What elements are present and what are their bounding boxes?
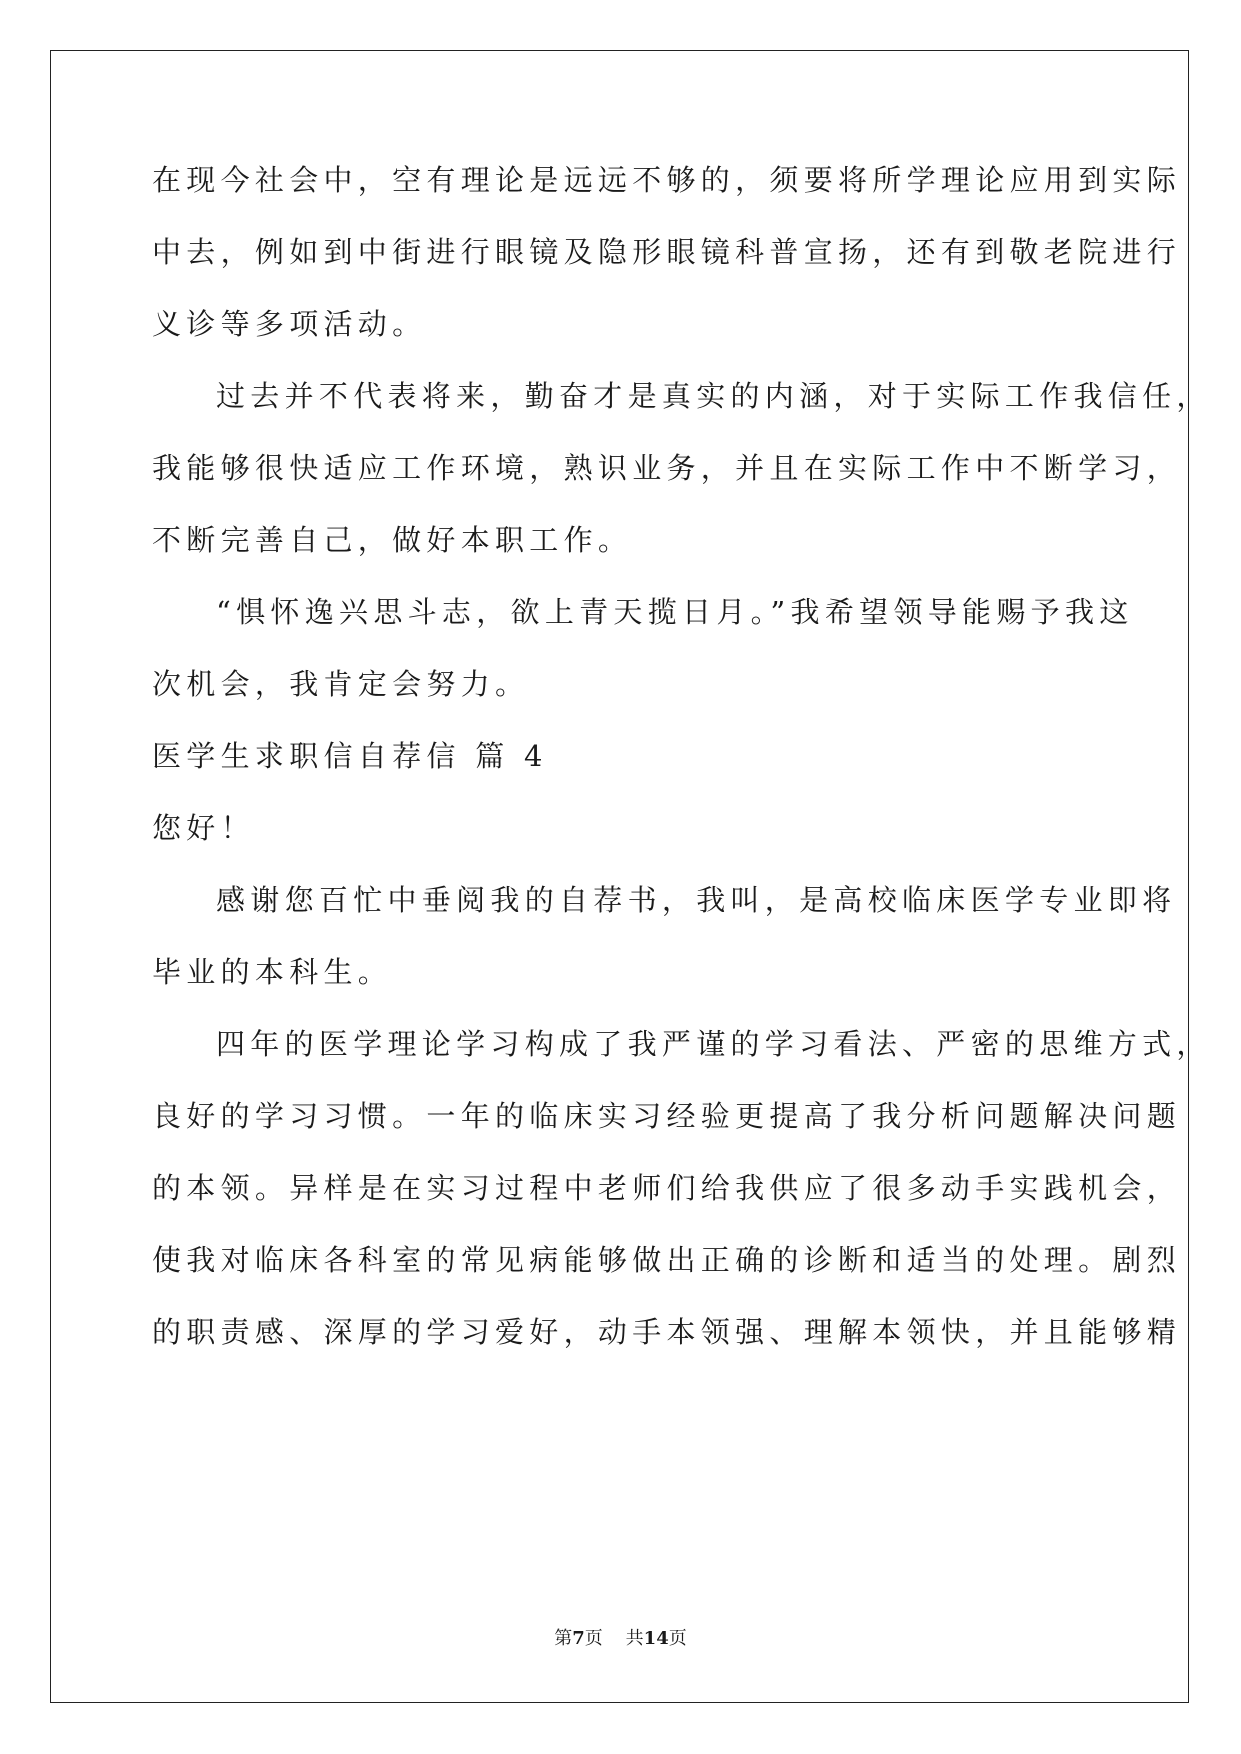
- text-line: 义诊等多项活动。: [152, 307, 427, 341]
- current-page-number: 7: [572, 1628, 585, 1649]
- text-line: 在现今社会中，空有理论是远远不够的，须要将所学理论应用到实际: [152, 163, 1182, 197]
- footer-suffix: 页: [668, 1628, 687, 1649]
- page-frame: [50, 50, 1189, 1703]
- text-line: 的本领。异样是在实习过程中老师们给我供应了很多动手实践机会，: [152, 1171, 1182, 1205]
- footer-middle: 页 共: [584, 1628, 644, 1649]
- total-pages-number: 14: [643, 1628, 669, 1649]
- section-heading: 医学生求职信自荐信 篇 4: [152, 739, 548, 773]
- text-line: 次机会，我肯定会努力。: [152, 667, 530, 701]
- text-line: 四年的医学理论学习构成了我严谨的学习看法、严密的思维方式，: [216, 1027, 1211, 1061]
- text-line: “惧怀逸兴思斗志，欲上青天揽日月。”我希望领导能赐予我这: [216, 595, 1134, 629]
- text-line: 中去，例如到中街进行眼镜及隐形眼镜科普宣扬，还有到敬老院进行: [152, 235, 1182, 269]
- text-line: 使我对临床各科室的常见病能够做出正确的诊断和适当的处理。剧烈: [152, 1243, 1182, 1277]
- text-line: 不断完善自己，做好本职工作。: [152, 523, 633, 557]
- text-line: 我能够很快适应工作环境，熟识业务，并且在实际工作中不断学习，: [152, 451, 1182, 485]
- footer-prefix: 第: [554, 1628, 573, 1649]
- text-line: 良好的学习习惯。一年的临床实习经验更提高了我分析问题解决问题: [152, 1099, 1182, 1133]
- text-line: 的职责感、深厚的学习爱好，动手本领强、理解本领快，并且能够精: [152, 1315, 1182, 1349]
- text-line: 过去并不代表将来，勤奋才是真实的内涵，对于实际工作我信任，: [216, 379, 1211, 413]
- text-line: 毕业的本科生。: [152, 955, 393, 989]
- text-line: 感谢您百忙中垂阅我的自荐书，我叫，是高校临床医学专业即将: [216, 883, 1177, 917]
- page-footer: [0, 1624, 1241, 1650]
- salutation: 您好！: [152, 811, 255, 845]
